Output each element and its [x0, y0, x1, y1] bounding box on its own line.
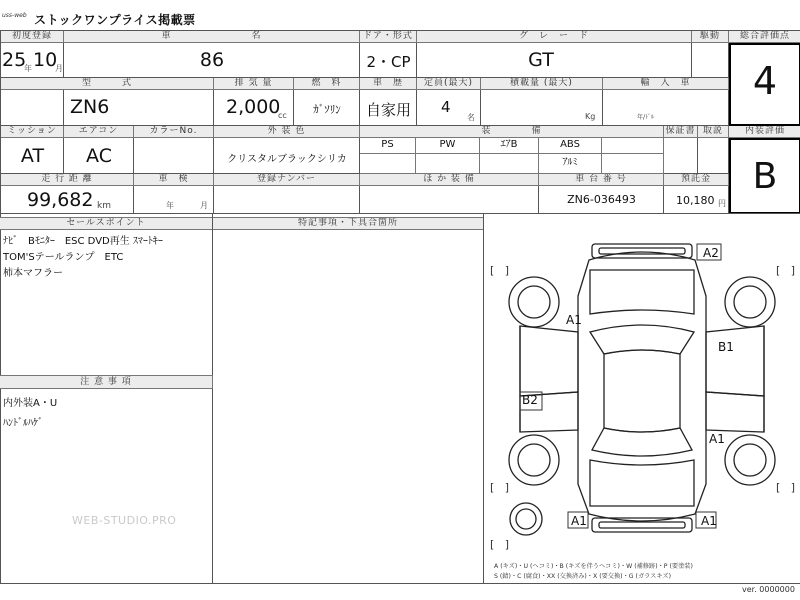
caution-line-2: ﾊﾝﾄﾞﾙﾊｹﾞ	[3, 418, 43, 429]
mission-header: ミッション	[1, 126, 64, 138]
equipment-abs: ABS	[539, 138, 602, 154]
cautions-header: 注 意 事 項	[0, 375, 213, 389]
vehicle-type-value: 自家用	[365, 101, 411, 119]
load-header: 積載量 (最大)	[481, 78, 603, 90]
inspection-month-unit: 月	[200, 201, 208, 210]
trunk	[590, 460, 694, 506]
vehicle-type-cell	[360, 90, 417, 126]
import-header: 輸 入 車	[603, 78, 729, 90]
cautions-text	[3, 396, 57, 432]
bracket-rear-right: [ ]	[776, 481, 796, 494]
equipment-slot-7	[416, 154, 480, 174]
sales-points-header: セールスポイント	[0, 217, 213, 230]
deposit-value: 10,180	[676, 194, 715, 207]
capacity-cell	[417, 90, 481, 126]
sales-points-text	[3, 234, 163, 282]
import-cell	[603, 90, 729, 126]
mileage-value: 99,682	[27, 189, 94, 211]
deposit-header: 預託金	[664, 174, 729, 186]
damage-mark-rear-bumper-left: A1	[571, 514, 587, 528]
overall-score-value: 4	[752, 59, 778, 103]
equipment-slot-8	[480, 154, 539, 174]
door-type-header: ドア・形式	[360, 31, 417, 43]
legend-line-2: S (錆)・C (腐食)・XX (交換済み)・X (要交換)・G (ガラスキズ)	[494, 573, 671, 580]
cc-unit: cc	[278, 111, 287, 120]
door-type-cell	[360, 43, 417, 78]
warranty-cell	[664, 138, 698, 174]
damage-mark-rear-bumper-right: A1	[701, 514, 717, 528]
version-label: ver. 0000000	[742, 585, 795, 594]
equipment-slot-5	[602, 138, 664, 154]
equipment-header: 装 備	[360, 126, 664, 138]
month-unit: 月	[55, 64, 63, 73]
damage-mark-left-quarter: B2	[522, 393, 538, 407]
sales-point-line-2: TOM'Sテールランプ ETC	[3, 252, 124, 263]
fuel-header: 燃 料	[294, 78, 360, 90]
front-right-wheel	[725, 277, 775, 327]
exterior-color-value: クリスタルブラックシリカ	[227, 154, 347, 165]
chassis-no-cell	[539, 186, 664, 214]
capacity-header: 定員(最大)	[417, 78, 481, 90]
car-name-header: 車 名	[64, 31, 360, 43]
rear-right-wheel	[725, 435, 775, 485]
bracket-spare: [ ]	[490, 538, 510, 551]
inspection-year-unit: 年	[166, 201, 174, 210]
exterior-color-cell	[214, 138, 360, 174]
km-unit: km	[97, 201, 111, 211]
reg-number-cell	[214, 186, 360, 214]
import-mark: 年/ﾄﾞﾙ	[637, 114, 655, 121]
rear-left-wheel	[509, 435, 559, 485]
grade-header: グ レ ー ド	[417, 31, 692, 43]
vehicle-type-header: 車 歴	[360, 78, 417, 90]
fuel-cell	[294, 90, 360, 126]
warranty-header: 保証書	[664, 126, 698, 138]
hood	[590, 270, 694, 314]
watermark: WEB-STUDIO.PRO	[72, 514, 177, 527]
color-no-header: カラーNo.	[134, 126, 214, 138]
equipment-slot-6	[360, 154, 416, 174]
other-equipment-cell	[360, 186, 539, 214]
spare-wheel	[510, 503, 542, 535]
drive-header: 駆動	[692, 31, 729, 43]
rear-window	[592, 428, 692, 456]
bracket-rear-left: [ ]	[490, 481, 510, 494]
inspection-cell	[134, 186, 214, 214]
bracket-front-left: [ ]	[490, 264, 510, 277]
roof	[604, 350, 680, 432]
model-blank-cell	[1, 90, 64, 126]
door-type-value: 2・CP	[366, 53, 411, 71]
displacement-value: 2,000	[226, 96, 281, 118]
interior-score-header: 内装評価	[729, 126, 800, 138]
chassis-no-value: ZN6-036493	[567, 193, 636, 206]
inspection-header: 車 検	[134, 174, 214, 186]
equipment-pw: PW	[416, 138, 480, 154]
damage-mark-front-bumper: A2	[703, 246, 719, 260]
grade-cell	[417, 43, 692, 78]
drive-cell	[692, 43, 729, 78]
bracket-front-right: [ ]	[776, 264, 796, 277]
deposit-cell	[664, 186, 729, 214]
manual-cell	[698, 138, 729, 174]
kg-unit: Kg	[585, 112, 596, 121]
displacement-header: 排 気 量	[214, 78, 294, 90]
overall-score-box	[729, 43, 800, 126]
yen-unit: 円	[718, 199, 726, 208]
page-title: ストックワンプライス掲載票	[34, 13, 196, 27]
car-name-value: 86	[199, 49, 225, 71]
displacement-cell	[214, 90, 294, 126]
other-equipment-header: ほ か 装 備	[360, 174, 539, 186]
damage-mark-right-door: B1	[718, 340, 734, 354]
equipment-airbag: ｴｱB	[480, 138, 539, 154]
caution-line-1: 内外装A・U	[3, 398, 58, 409]
interior-score-value: B	[752, 156, 778, 197]
load-cell	[481, 90, 603, 126]
car-body-outline	[578, 252, 706, 521]
mission-value: AT	[20, 145, 45, 167]
sales-point-line-1: ﾅﾋﾞ Bﾓﾆﾀｰ ESC DVD再生 ｽﾏｰﾄｷｰ	[3, 236, 163, 247]
chassis-no-header: 車 台 番 号	[539, 174, 664, 186]
right-quarter	[706, 392, 764, 432]
vehicle-info-grid	[0, 30, 800, 213]
aircon-header: エアコン	[64, 126, 134, 138]
model-header: 型 式	[1, 78, 214, 90]
column-divider	[212, 213, 213, 583]
damage-mark-hood: A1	[566, 313, 582, 327]
manual-header: 取説	[698, 126, 729, 138]
first-reg-month: 10	[33, 49, 58, 71]
aircon-cell	[64, 138, 134, 174]
fuel-value: ｶﾞｿﾘﾝ	[313, 103, 341, 116]
model-value: ZN6	[70, 96, 110, 118]
capacity-value: 4	[441, 98, 451, 116]
right-door	[706, 326, 764, 396]
logo: uss-web	[2, 12, 27, 19]
equipment-ps: PS	[360, 138, 416, 154]
legend-line-1: A (キズ)・U (ヘコミ)・B (キズを伴うヘコミ)・W (補修跡)・P (要塗装)	[494, 563, 693, 570]
left-door	[520, 326, 578, 396]
bottom-border	[0, 583, 800, 584]
grade-value: GT	[528, 49, 554, 71]
year-unit: 年	[24, 64, 32, 73]
reg-number-header: 登録ナンバー	[214, 174, 360, 186]
first-reg-year: 25	[2, 49, 27, 71]
overall-score-header: 総合評価点	[729, 31, 800, 43]
mileage-cell	[1, 186, 134, 214]
mileage-header: 走 行 距 離	[1, 174, 134, 186]
equipment-alloy: ｱﾙﾐ	[539, 154, 602, 174]
interior-score-box	[729, 138, 800, 214]
aircon-value: AC	[86, 145, 112, 167]
color-no-cell	[134, 138, 214, 174]
special-notes-header: 特記事項・下具合箇所	[213, 217, 484, 230]
first-reg-cell	[1, 43, 64, 78]
exterior-color-header: 外 装 色	[214, 126, 360, 138]
car-name-cell	[64, 43, 360, 78]
rear-bumper	[592, 518, 692, 532]
mission-cell	[1, 138, 64, 174]
damage-legend	[494, 562, 693, 582]
front-left-wheel	[509, 277, 559, 327]
sales-point-line-3: 柿本マフラー	[3, 268, 63, 279]
model-cell	[64, 90, 214, 126]
equipment-slot-10	[602, 154, 664, 174]
damage-mark-rear-right: A1	[709, 432, 725, 446]
car-damage-diagram	[484, 214, 800, 566]
persons-unit: 名	[467, 113, 475, 122]
first-reg-header: 初度登録	[1, 31, 64, 43]
